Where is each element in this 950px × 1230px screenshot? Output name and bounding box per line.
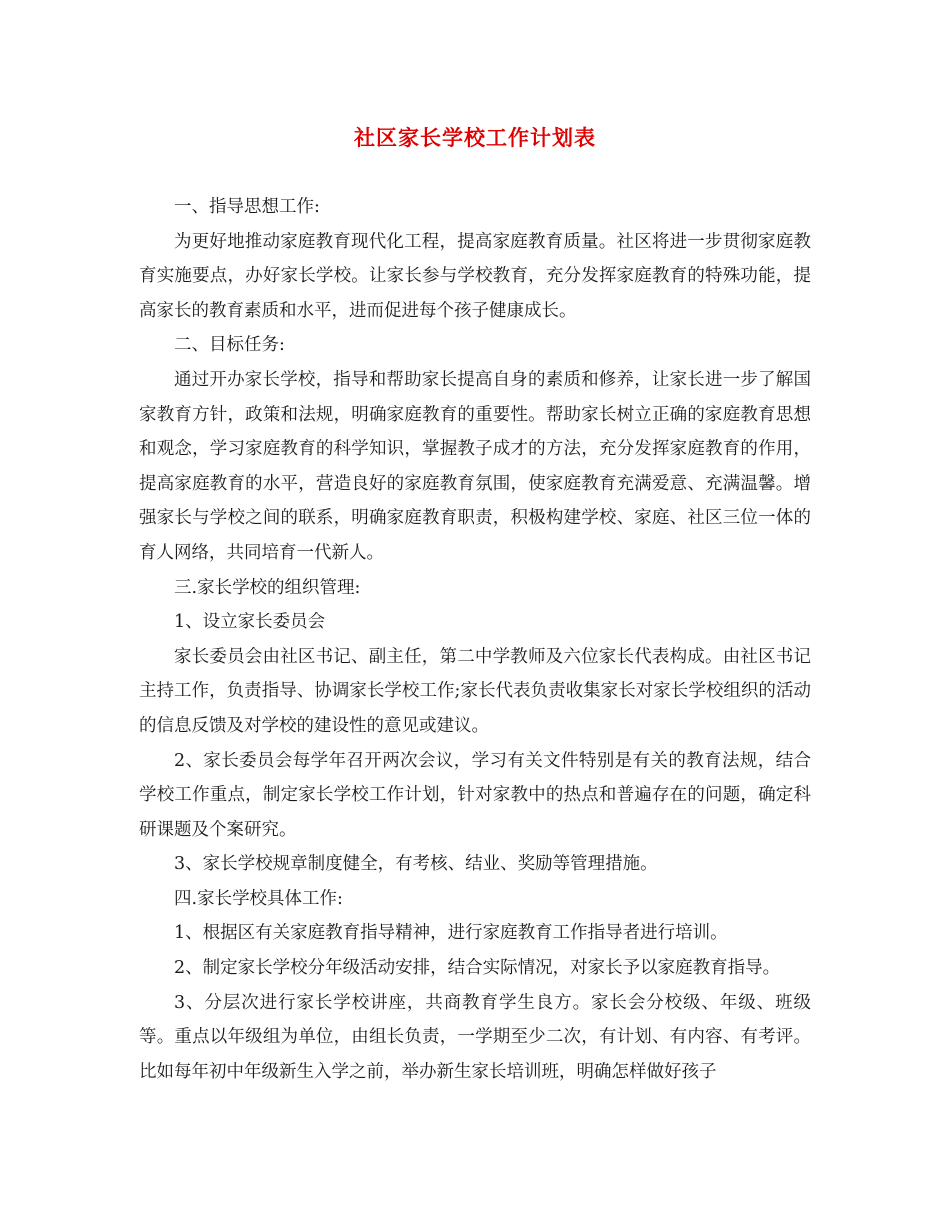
- paragraph: 为更好地推动家庭教育现代化工程，提高家庭教育质量。社区将进一步贯彻家庭教育实施要点，办好家长学校。让家长参与学校教育，充分发挥家庭教育的特殊功能，提高家长的教育素质和水平，进而促进每个孩子健康成长。: [139, 231, 811, 321]
- paragraph-heading-1: 一、指导思想工作:: [174, 197, 320, 217]
- paragraph: 通过开办家长学校，指导和帮助家长提高自身的素质和修养，让家长进一步了解国家教育方针，政策和法规，明确家庭教育的重要性。帮助家长树立正确的家庭教育思想和观念，学习家庭教育的科学知识，掌握教子成才的方法，充分发挥家庭教育的作用，提高家庭教育的水平，营造良好的家庭教育氛围，使家庭教育充满爱意、充满温馨。增强家长与学校之间的联系，明确家庭教育职责，积极构建学校、家庭、社区三位一体的育人网络，共同培育一代新人。: [139, 369, 811, 563]
- paragraph: 家长委员会由社区书记、副主任，第二中学教师及六位家长代表构成。由社区书记主持工作，负责指导、协调家长学校工作;家长代表负责收集家长对家长学校组织的活动的信息反馈及对学校的建设性的意见或建议。: [139, 646, 811, 736]
- paragraph: 2、制定家长学校分年级活动安排，结合实际情况，对家长予以家庭教育指导。: [174, 958, 781, 979]
- paragraph-heading-4: 四.家长学校具体工作:: [174, 888, 343, 909]
- paragraph: 2、家长委员会每学年召开两次会议，学习有关文件特别是有关的教育法规，结合学校工作重点，制定家长学校工作计划，针对家教中的热点和普遍存在的问题，确定科研课题及个案研究。: [139, 750, 811, 840]
- paragraph-heading-2: 二、目标任务:: [174, 335, 285, 356]
- paragraph: 3、家长学校规章制度健全，有考核、结业、奖励等管理措施。: [174, 854, 658, 875]
- document-title: 社区家长学校工作计划表: [354, 125, 596, 150]
- paragraph: 1、根据区有关家庭教育指导精神，进行家庭教育工作指导者进行培训。: [174, 923, 728, 944]
- document-body: [139, 190, 811, 1089]
- paragraph-subheading: 1、设立家长委员会: [174, 612, 326, 633]
- paragraph: 3、分层次进行家长学校讲座，共商教育学生良方。家长会分校级、年级、班级等。重点以年级组为单位，由组长负责，一学期至少二次，有计划、有内容、有考评。比如每年初中年级新生入学之前，举办新生家长培训班，明确怎样做好孩子: [139, 992, 811, 1082]
- paragraph-heading-3: 三.家长学校的组织管理:: [174, 577, 361, 598]
